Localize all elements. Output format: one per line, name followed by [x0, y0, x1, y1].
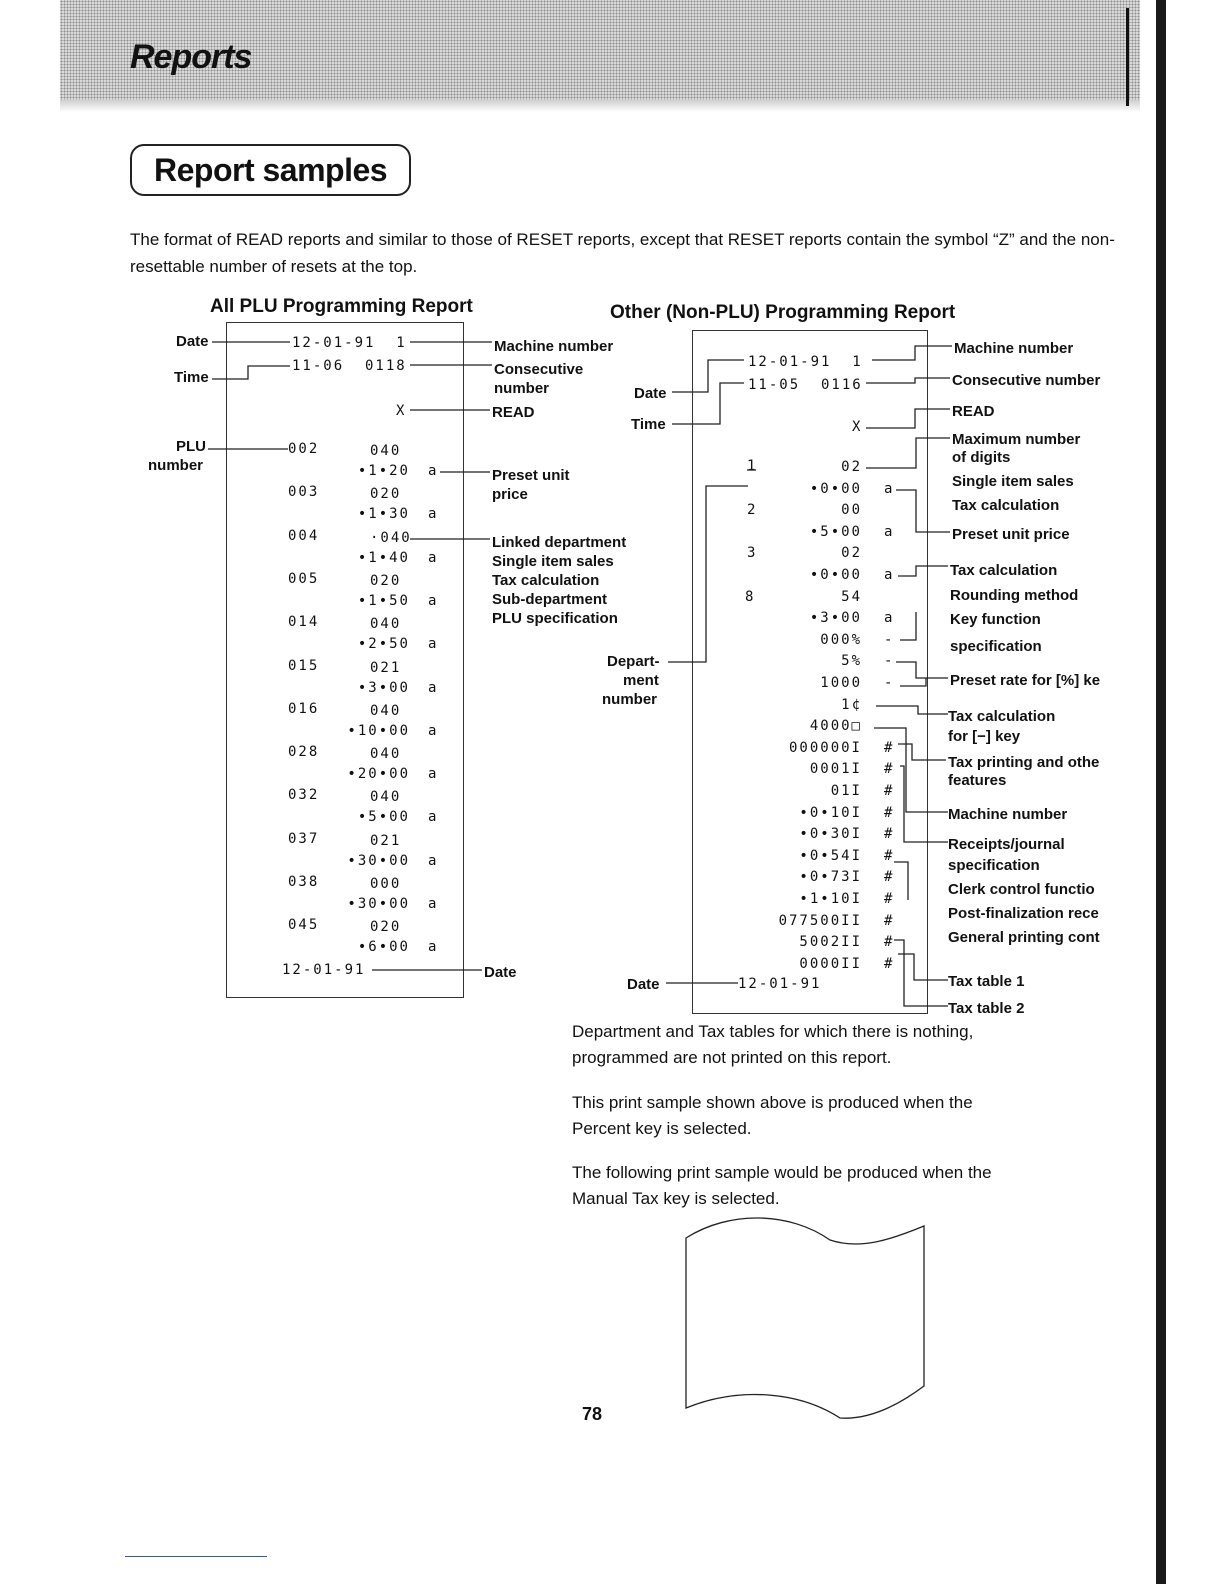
other-label-post: Post-finalization rece — [948, 905, 1099, 922]
plu-department: 021 — [370, 832, 402, 849]
plu-flag: a — [428, 679, 439, 696]
other-report-title: Other (Non-PLU) Programming Report — [610, 302, 956, 323]
other-label-rounding: Rounding method — [950, 587, 1079, 604]
other-value: 000000I — [788, 739, 862, 756]
other-flag: # — [884, 955, 895, 972]
other-read-symbol: X — [852, 419, 863, 435]
other-value: 5002II — [799, 934, 862, 951]
other-label-preset-rate: Preset rate for [%] ke — [950, 672, 1101, 689]
other-label-footer-date: Date — [627, 976, 660, 993]
leader-other-tax1 — [898, 954, 948, 980]
plu-department: 040 — [370, 702, 402, 719]
plu-code: 016 — [288, 700, 320, 717]
dept-number: 1 — [747, 458, 758, 474]
plu-code: 028 — [288, 744, 320, 761]
other-flag: # — [884, 739, 895, 756]
plu-price: •2•50 — [357, 636, 410, 653]
leader-other-machine — [872, 346, 952, 360]
other-label-tax-minus: Tax calculation — [948, 708, 1056, 725]
other-label-tax-print-2: features — [948, 772, 1007, 789]
other-label-single: Single item sales — [952, 473, 1074, 490]
other-value: •0•73I — [799, 869, 862, 886]
other-label-preset: Preset unit price — [952, 526, 1070, 543]
plu-flag: a — [428, 506, 439, 523]
other-label-tax-calc-2: Tax calculation — [950, 562, 1058, 579]
plu-department: 040 — [370, 616, 402, 633]
plu-department: 021 — [370, 659, 402, 676]
other-value: 5% — [841, 653, 862, 670]
leader-other-dept — [668, 486, 748, 662]
other-value: 00 — [841, 502, 862, 519]
other-value: 1000 — [820, 675, 862, 691]
plu-label-consecutive: Consecutive — [494, 361, 584, 378]
plu-footer-date: 12-01-91 — [282, 962, 366, 978]
plu-code: 002 — [288, 441, 320, 457]
other-flag: # — [884, 826, 895, 843]
leader-other-date — [672, 360, 744, 392]
plu-price: •1•20 — [357, 463, 410, 479]
plu-flag: a — [428, 852, 439, 869]
note-percent: This print sample shown above is produced when the Percent key is selected. — [572, 1093, 973, 1138]
plu-read-symbol: X — [396, 403, 407, 419]
other-value: 1¢ — [841, 696, 862, 713]
manual-tax-slip — [686, 1218, 924, 1418]
other-value: •0•00 — [809, 567, 862, 583]
plu-label-subdept: Sub-department — [492, 591, 608, 608]
other-flag: # — [884, 761, 895, 778]
leader-other-preset — [896, 490, 950, 532]
other-value: 02 — [841, 545, 862, 562]
other-value: 4000□ — [809, 718, 862, 735]
plu-flag: a — [428, 766, 439, 783]
other-value: 000% — [820, 631, 862, 648]
other-value: 077500II — [778, 912, 862, 929]
other-value: •0•30I — [799, 826, 862, 843]
plu-date-line: 12-01-91 1 — [292, 335, 407, 351]
other-label-tax1: Tax table 1 — [948, 973, 1025, 990]
other-flag: - — [884, 675, 895, 691]
other-label-receipts: Receipts/journal — [948, 836, 1065, 853]
other-label-general: General printing cont — [948, 929, 1100, 946]
plu-report-title: All PLU Programming Report — [210, 296, 473, 317]
leader-plu-time — [212, 366, 290, 379]
plu-flag: a — [428, 463, 439, 479]
plu-price: •1•40 — [357, 549, 410, 566]
page-title: Report samples — [130, 144, 411, 196]
other-value: •0•00 — [809, 480, 862, 497]
plu-department: 020 — [370, 572, 402, 589]
plu-code: 038 — [288, 874, 320, 890]
plu-flag: a — [428, 592, 439, 609]
other-flag: - — [884, 653, 895, 670]
other-label-number: number — [602, 691, 658, 708]
other-flag: a — [884, 480, 895, 497]
plu-price: •5•00 — [357, 809, 410, 826]
plu-code: 015 — [288, 657, 320, 674]
plu-flag: a — [428, 809, 439, 826]
dept-number: 3 — [747, 545, 758, 561]
plu-price: •10•00 — [347, 722, 410, 739]
plu-code: 005 — [288, 570, 320, 587]
plu-department: 000 — [370, 876, 402, 892]
plu-label-footer-date: Date — [484, 964, 517, 981]
other-value: 0001I — [809, 761, 862, 778]
plu-code: 032 — [288, 787, 320, 804]
other-label-max-digits: Maximum number — [952, 431, 1081, 448]
other-flag: - — [884, 631, 895, 648]
plu-label-pluspec: PLU specification — [492, 610, 618, 627]
plu-price: •30•00 — [347, 852, 410, 869]
plu-label-consecutive-2: number — [494, 380, 550, 397]
plu-label-plu: PLU — [176, 438, 206, 455]
plu-department: 020 — [370, 919, 402, 936]
other-footer-date: 12-01-91 — [738, 976, 822, 992]
plu-department: 040 — [370, 443, 402, 459]
other-value: •0•10I — [799, 804, 862, 821]
other-label-key-func: Key function — [950, 611, 1041, 628]
plu-department: 020 — [370, 486, 402, 503]
other-flag: a — [884, 523, 895, 540]
other-label-tax-calc: Tax calculation — [952, 497, 1060, 514]
plu-label-read: READ — [492, 404, 535, 421]
other-flag: # — [884, 847, 895, 864]
plu-price: •6•00 — [357, 939, 410, 956]
plu-label-number: number — [148, 457, 204, 474]
other-label-clerk: Clerk control functio — [948, 881, 1095, 898]
other-value: 02 — [841, 459, 862, 475]
other-flag: # — [884, 783, 895, 799]
leader-other-tax2 — [894, 940, 948, 1006]
plu-flag: a — [428, 636, 439, 653]
other-label-machine-2: Machine number — [948, 806, 1068, 823]
other-label-ment: ment — [623, 672, 659, 689]
leader-other-clerk — [894, 862, 908, 900]
plu-flag: a — [428, 939, 439, 956]
plu-department: ·040 — [370, 529, 412, 546]
plu-price: •3•00 — [357, 679, 410, 696]
plu-price: •1•50 — [357, 592, 410, 609]
other-flag: a — [884, 610, 895, 627]
other-value: 0000II — [799, 955, 862, 972]
plu-label-tax: Tax calculation — [492, 572, 600, 589]
other-label-machine: Machine number — [954, 340, 1074, 357]
plu-label-machine: Machine number — [494, 338, 614, 355]
other-value: •0•54I — [799, 847, 862, 864]
plu-label-single: Single item sales — [492, 553, 614, 570]
plu-time-line: 11-06 0118 — [292, 358, 407, 374]
other-value: •3•00 — [809, 610, 862, 627]
plu-code: 004 — [288, 527, 320, 544]
dept-number: 2 — [747, 502, 758, 518]
leader-other-machine-2 — [874, 728, 948, 812]
other-date-line: 12-01-91 1 — [748, 354, 863, 370]
plu-code: 045 — [288, 917, 320, 934]
plu-price: •20•00 — [347, 766, 410, 783]
intro-paragraph: The format of READ reports and similar to those of RESET reports, except that RESET reports contain the symbol “Z” and the non-resettable number of resets at the top. — [130, 230, 1115, 276]
other-label-tax2: Tax table 2 — [948, 1000, 1025, 1017]
plu-price: •30•00 — [347, 896, 410, 912]
other-label-receipts-2: specification — [948, 857, 1040, 874]
leader-other-consecutive — [866, 378, 950, 383]
leader-other-rate-2 — [900, 678, 926, 686]
plu-flag: a — [428, 722, 439, 739]
other-label-tax-minus-2: for [−] key — [948, 728, 1021, 745]
note-tables: Department and Tax tables for which there is nothing, programmed are not printed on this report. — [572, 1022, 974, 1067]
other-label-depart: Depart- — [607, 653, 660, 670]
leader-other-tax-print — [898, 744, 946, 760]
dept-number: 8 — [745, 589, 756, 605]
leader-other-key — [900, 612, 916, 640]
other-label-consecutive: Consecutive number — [952, 372, 1101, 389]
other-flag: # — [884, 934, 895, 951]
plu-label-preset: Preset unit — [492, 467, 570, 484]
note-manual-tax: The following print sample would be produced when the Manual Tax key is selected. — [572, 1163, 992, 1208]
plu-code: 003 — [288, 484, 320, 501]
other-label-date: Date — [634, 385, 667, 402]
other-label-key-func-2: specification — [950, 638, 1042, 655]
other-value: •5•00 — [809, 523, 862, 540]
plu-code: 014 — [288, 614, 320, 631]
plu-code: 037 — [288, 830, 320, 847]
leader-other-tax-calc — [898, 566, 948, 576]
plu-label-date: Date — [176, 333, 209, 350]
plu-label-preset-2: price — [492, 486, 528, 503]
other-value: •1•10I — [799, 891, 862, 907]
other-flag: # — [884, 869, 895, 886]
leader-other-read — [866, 409, 950, 428]
other-value: 54 — [841, 588, 862, 605]
plu-flag: a — [428, 896, 439, 912]
other-flag: # — [884, 804, 895, 821]
leader-other-receipts — [900, 766, 948, 842]
section-title: Reports — [130, 38, 252, 76]
other-label-max-digits-2: of digits — [952, 449, 1011, 466]
other-time-line: 11-05 0116 — [748, 377, 863, 393]
other-flag: # — [884, 912, 895, 929]
plu-label-time: Time — [174, 369, 209, 386]
plu-department: 040 — [370, 789, 402, 806]
leader-other-digits — [866, 438, 950, 468]
plu-flag: a — [428, 549, 439, 566]
other-flag: # — [884, 891, 895, 907]
other-label-time: Time — [631, 416, 666, 433]
plu-price: •1•30 — [357, 506, 410, 523]
leader-other-rate — [896, 662, 948, 678]
leader-other-tax-minus — [876, 706, 948, 714]
other-flag: a — [884, 567, 895, 583]
plu-department: 040 — [370, 746, 402, 763]
other-value: 01I — [830, 783, 862, 799]
other-label-tax-print: Tax printing and othe — [948, 754, 1100, 771]
plu-label-linked: Linked department — [492, 534, 627, 551]
other-label-read: READ — [952, 403, 995, 420]
page-number: 78 — [582, 1404, 603, 1424]
